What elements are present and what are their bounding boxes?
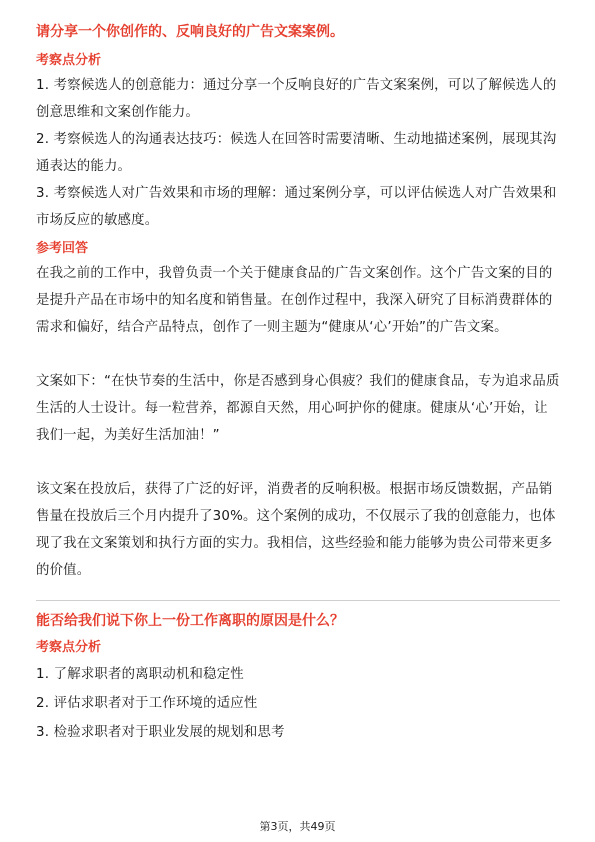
- q1-answer-heading: 参考回答: [36, 241, 89, 256]
- paragraph-gap: [36, 341, 560, 368]
- q1-answer-paragraph-3: 该文案在投放后，获得了广泛的好评，消费者的反响积极。根据市场反馈数据，产品销售量在投放后三个月内提升了30%。这个案例的成功，不仅展示了我的创意能力，也体现了我在文案策划和执行方面的实力。我相信，这些经验和能力能够为贵公司带来更多的价值。: [36, 482, 556, 578]
- question-1-title: 请分享一个你创作的、反响良好的广告文案案例。: [36, 24, 344, 40]
- page-number: 第3页，共49页: [259, 820, 336, 833]
- q1-analysis-item-3: 3. 考察候选人对广告效果和市场的理解：通过案例分享，可以评估候选人对广告效果和市场反应的敏感度。: [36, 186, 557, 228]
- paragraph-gap: [36, 449, 560, 476]
- question-2-title: 能否给我们说下你上一份工作离职的原因是什么？: [36, 613, 344, 629]
- document-page: [36, 20, 560, 746]
- q2-analysis-heading: 考察点分析: [36, 640, 102, 655]
- q2-analysis-item-2: 2. 评估求职者对于工作环境的适应性: [36, 696, 258, 711]
- q1-analysis-item-2: 2. 考察候选人的沟通表达技巧：候选人在回答时需要清晰、生动地描述案例，展现其沟通表达的能力。: [36, 132, 557, 174]
- section-divider: [36, 600, 560, 601]
- q2-analysis-item-3: 3. 检验求职者对于职业发展的规划和思考: [36, 725, 285, 740]
- q1-answer-paragraph-2: 文案如下：“在快节奏的生活中，你是否感到身心俱疲？我们的健康食品，专为追求品质生活的人士设计。每一粒营养，都源自天然，用心呵护你的健康。健康从‘心’开始，让我们一起，为美好生活加油！”: [36, 374, 560, 443]
- q1-answer-paragraph-1: 在我之前的工作中，我曾负责一个关于健康食品的广告文案创作。这个广告文案的目的是提升产品在市场中的知名度和销售量。在创作过程中，我深入研究了目标消费群体的需求和偏好，结合产品特点，创作了一则主题为“健康从‘心’开始”的广告文案。: [36, 266, 553, 335]
- q1-analysis-item-1: 1. 考察候选人的创意能力：通过分享一个反响良好的广告文案案例，可以了解候选人的创意思维和文案创作能力。: [36, 78, 557, 120]
- q2-analysis-item-1: 1. 了解求职者的离职动机和稳定性: [36, 667, 244, 682]
- q1-analysis-heading: 考察点分析: [36, 53, 102, 68]
